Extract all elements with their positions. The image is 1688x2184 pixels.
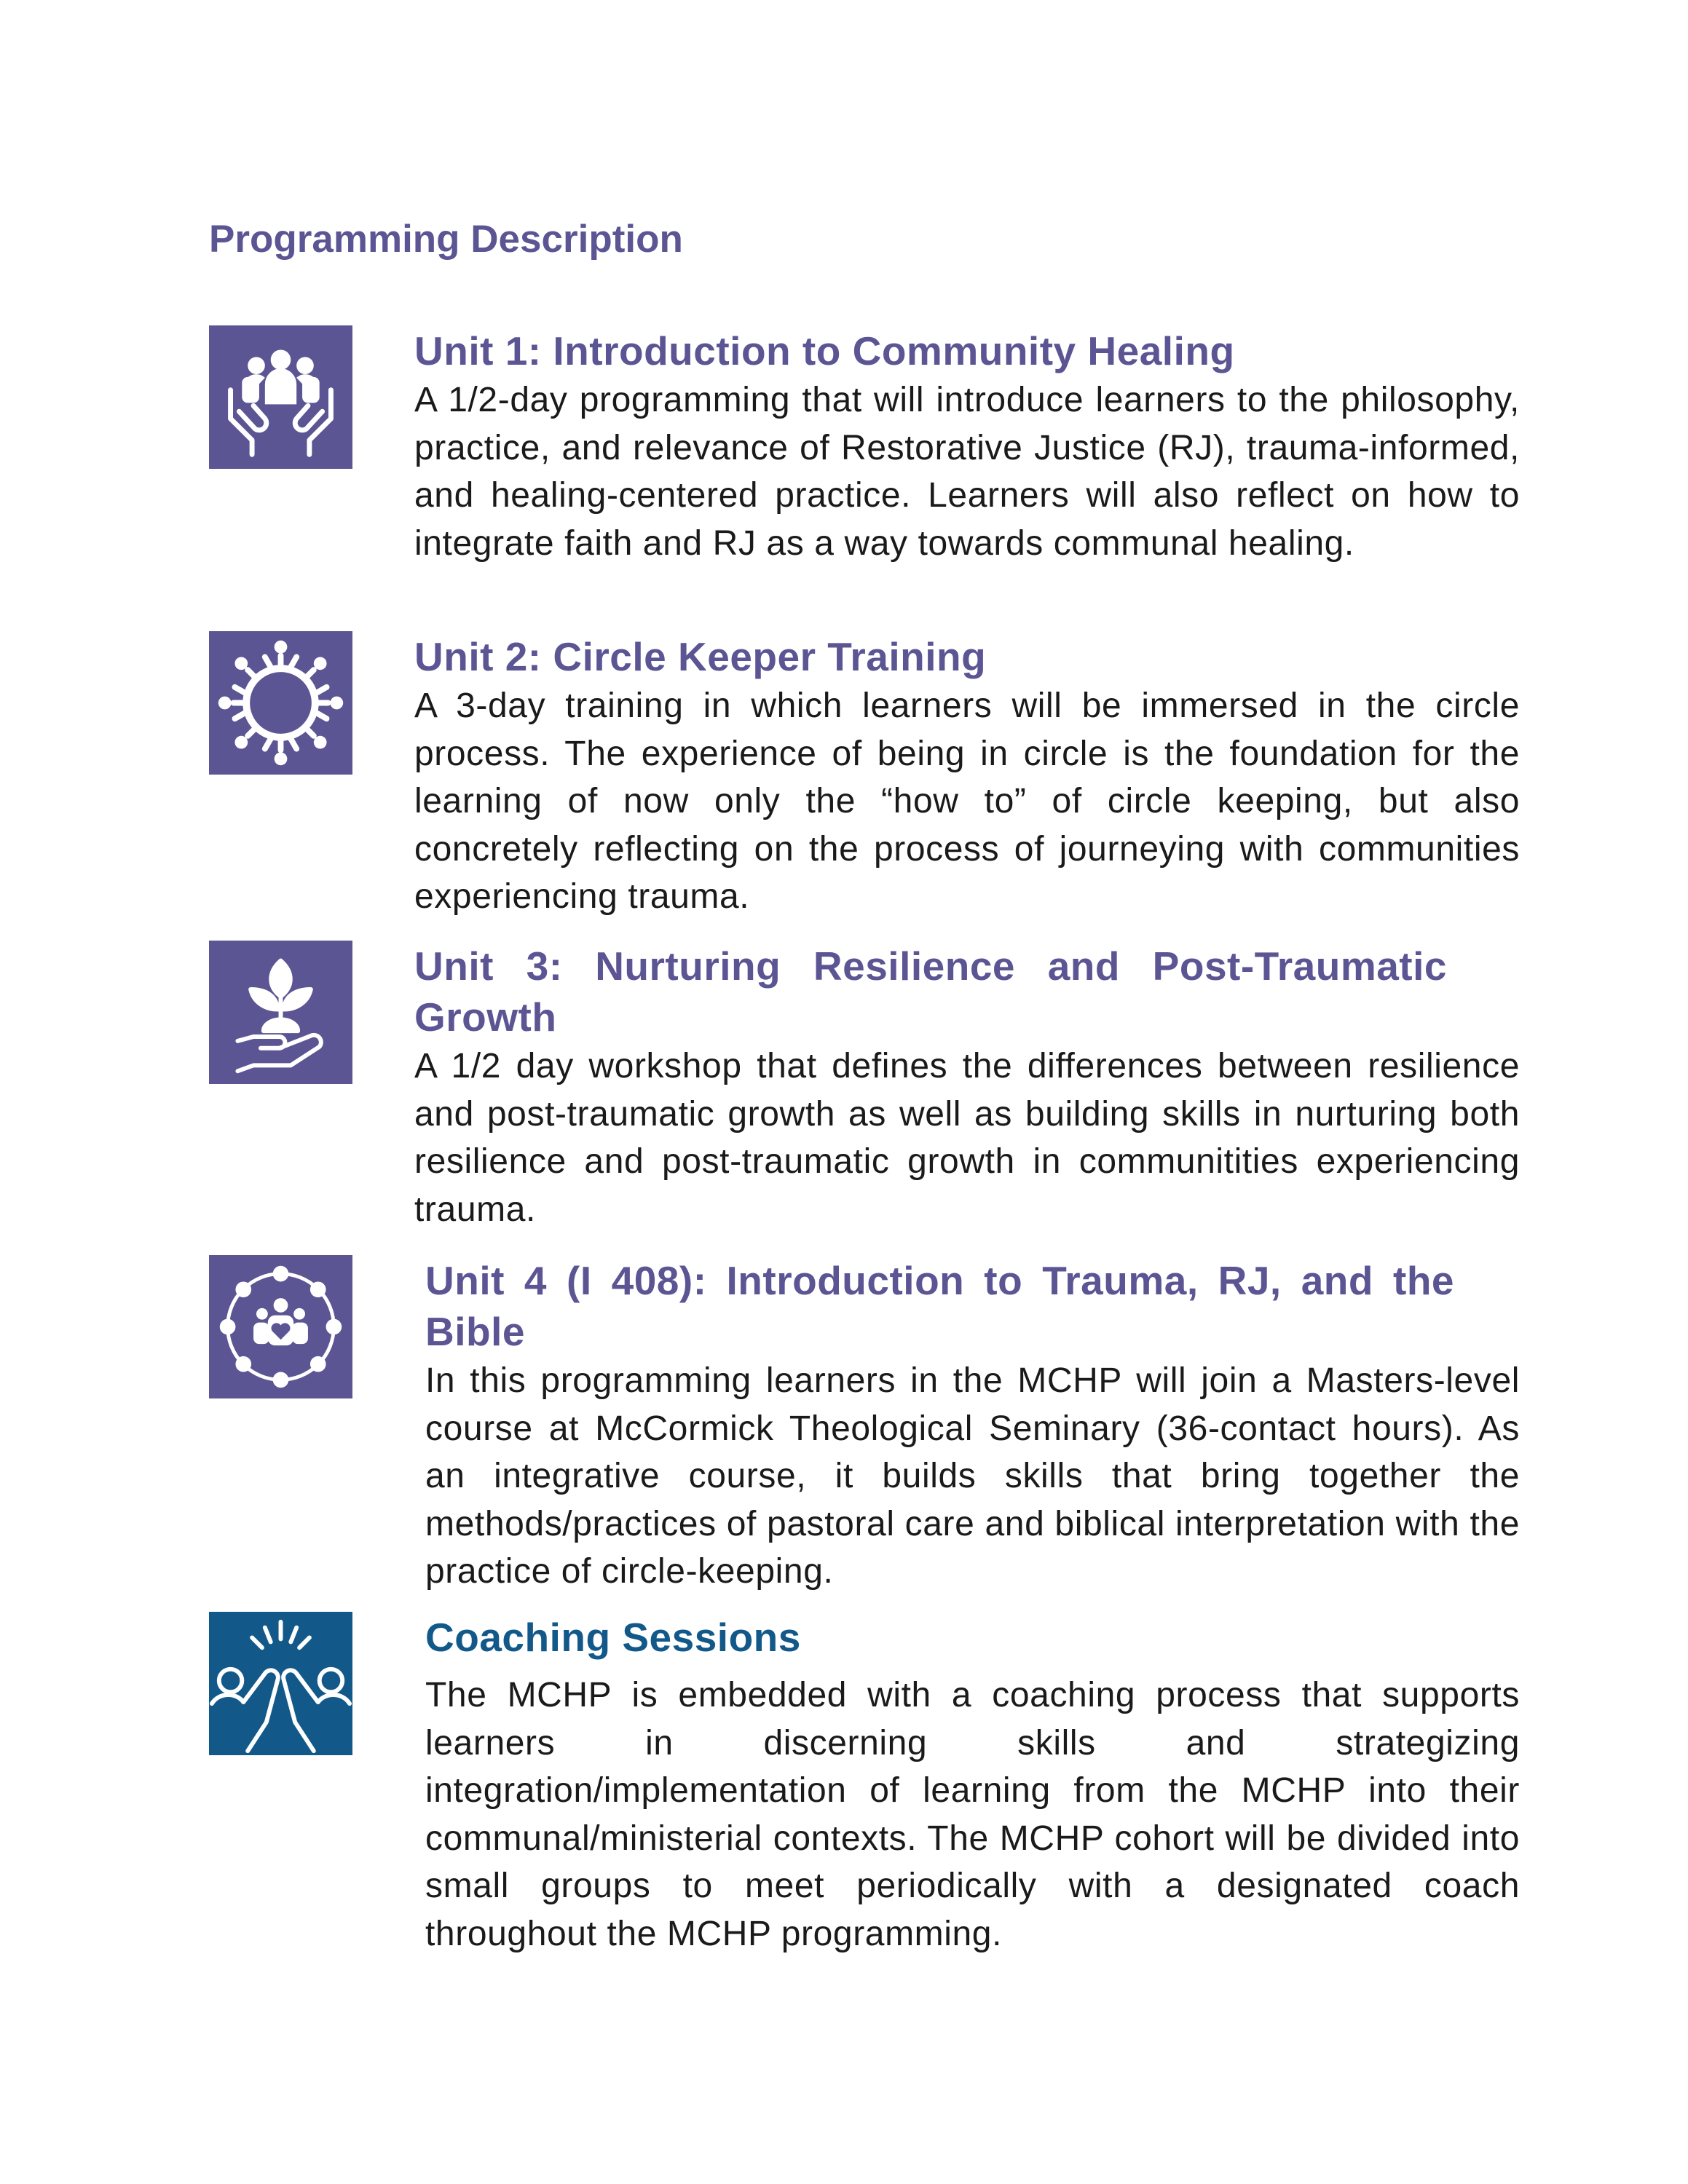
unit-1-text xyxy=(414,325,1520,567)
unit-1-title: Unit 1: Introduction to Community Healing xyxy=(414,328,1235,373)
unit-4-text xyxy=(425,1255,1520,1596)
plant-in-hand-icon xyxy=(209,941,352,1084)
circle-of-people-icon xyxy=(209,631,352,775)
high-five-icon xyxy=(209,1612,352,1755)
community-healing-icon xyxy=(209,325,352,469)
unit-4-title: Unit 4 (I 408): Introduction to Trauma, RJ, and the Bible xyxy=(425,1258,1454,1354)
unit-2-text xyxy=(414,631,1520,921)
unit-3-description: A 1/2 day workshop that defines the differences between resilience and post-traumatic growth as well as building skills in nurturing both resilience and post-traumatic growth in communitities experiencing trauma. xyxy=(414,1047,1520,1229)
unit-2-description: A 3-day training in which learners will be immersed in the circle process. The experience of being in circle is the foundation for the learning of now only the “how to” of circle keeping, but also concretely reflecting on the process of journeying with communities experiencing trauma. xyxy=(414,687,1520,916)
group-circle-heart-icon xyxy=(209,1255,352,1398)
unit-3-text xyxy=(414,941,1520,1233)
unit-2-title: Unit 2: Circle Keeper Training xyxy=(414,634,987,679)
page-heading: Programming Description xyxy=(209,218,683,261)
unit-4-description: In this programming learners in the MCHP will join a Masters-level course at McCormick Theological Seminary (36-contact hours). As an integrative course, it builds skills that bring together the methods/practices of pastoral care and biblical interpretation with the practice of circle-keeping. xyxy=(425,1361,1520,1591)
coaching-description: The MCHP is embedded with a coaching process that supports learners in discerning skills and strategizing integration/implementation of learning from the MCHP into their communal/ministerial contexts. The MCHP cohort will be divided into small groups to meet periodically with a designated coach throughout the MCHP programming. xyxy=(425,1676,1520,1953)
coaching-title: Coaching Sessions xyxy=(425,1615,801,1660)
unit-3-title: Unit 3: Nurturing Resilience and Post-Traumatic Growth xyxy=(414,943,1447,1040)
coaching-text xyxy=(425,1612,1520,1958)
unit-1-description: A 1/2-day programming that will introduce learners to the philosophy, practice, and relevance of Restorative Justice (RJ), trauma-informed, and healing-centered practice. Learners will also reflect on how to integrate faith and RJ as a way towards communal healing. xyxy=(414,381,1520,563)
